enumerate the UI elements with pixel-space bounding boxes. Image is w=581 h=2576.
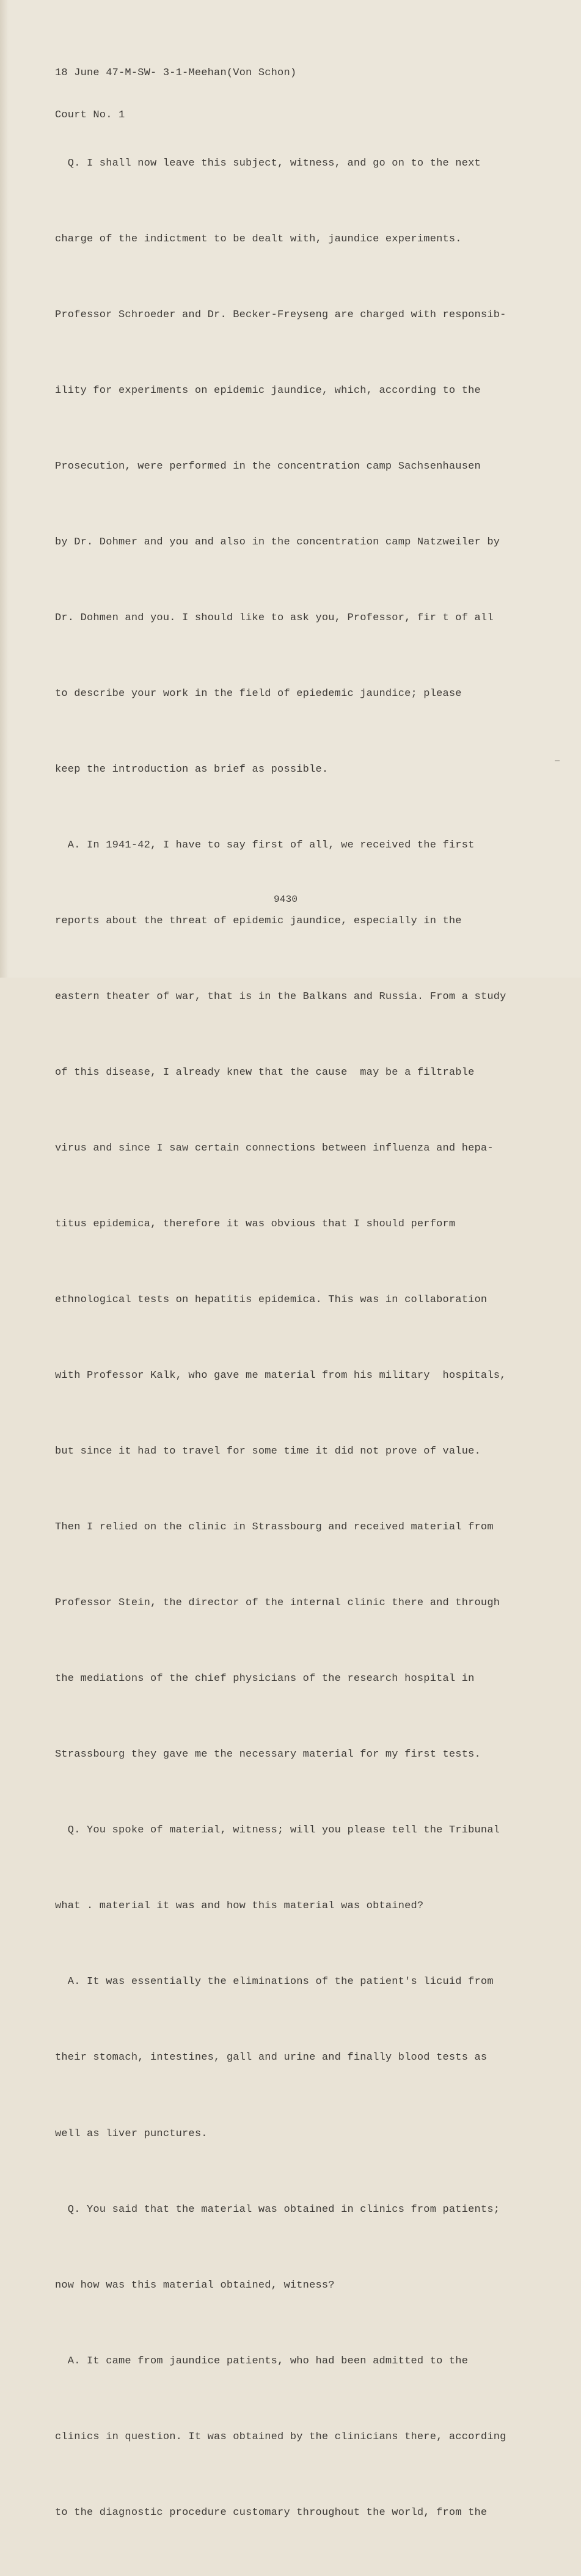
- transcript-line: with Professor Kalk, who gave me material from his military hospitals,: [55, 1370, 506, 1382]
- header-session-line: 18 June 47-M-SW- 3-1-Meehan(Von Schon): [55, 67, 297, 79]
- transcript-line: by Dr. Dohmer and you and also in the concentration camp Natzweiler by: [55, 536, 500, 548]
- header-court-line: Court No. 1: [55, 109, 125, 121]
- transcript-line: virus and since I saw certain connections between influenza and hepa-: [55, 1143, 494, 1155]
- page-number: 9430: [274, 894, 298, 905]
- transcript-line: but since it had to travel for some time it did not prove of value.: [55, 1446, 481, 1458]
- transcript-line: clinics in question. It was obtained by the clinicians there, according: [55, 2431, 506, 2443]
- transcript-line: Dr. Dohmen and you. I should like to ask you, Professor, fir t of all: [55, 612, 494, 624]
- transcript-line: Then I relied on the clinic in Strassbourg and received material from: [55, 1521, 494, 1534]
- transcript-line: A. It came from jaundice patients, who had been admitted to the: [55, 2355, 469, 2367]
- transcript-line: Q. You said that the material was obtained in clinics from patients;: [55, 2203, 500, 2216]
- transcript-line: reports about the threat of epidemic jaundice, especially in the: [55, 915, 462, 927]
- transcript-line: of this disease, I already knew that the cause may be a filtrable: [55, 1067, 475, 1079]
- paper-mark: [555, 760, 560, 761]
- transcript-line: titus epidemica, therefore it was obvious that I should perform: [55, 1218, 456, 1231]
- transcript-line: Strassbourg they gave me the necessary material for my first tests.: [55, 1749, 481, 1761]
- transcript-line: Professor Stein, the director of the internal clinic there and through: [55, 1597, 500, 1609]
- transcript-line: what . material it was and how this material was obtained?: [55, 1900, 424, 1912]
- transcript-line: eastern theater of war, that is in the Balkans and Russia. From a study: [55, 991, 506, 1003]
- transcript-line: now how was this material obtained, witness?: [55, 2279, 335, 2291]
- page-binding-edge: [0, 0, 9, 978]
- transcript-line: A. It was essentially the eliminations of the patient's licuid from: [55, 1976, 494, 1988]
- transcript-line: Prosecution, were performed in the concentration camp Sachsenhausen: [55, 460, 481, 472]
- transcript-line: well as liver punctures.: [55, 2128, 208, 2140]
- transcript-line: A. In 1941-42, I have to say first of all, we received the first: [55, 839, 475, 851]
- transcript-line: Q. I shall now leave this subject, witness, and go on to the next: [55, 157, 481, 169]
- transcript-line: Q. You spoke of material, witness; will you please tell the Tribunal: [55, 1824, 500, 1837]
- transcript-line: the mediations of the chief physicians of the research hospital in: [55, 1673, 475, 1685]
- transcript-line: charge of the indictment to be dealt with, jaundice experiments.: [55, 233, 462, 245]
- transcript-body: [55, 100, 506, 2576]
- transcript-line: ethnological tests on hepatitis epidemica. This was in collaboration: [55, 1294, 488, 1306]
- transcript-line: to describe your work in the field of epiedemic jaundice; please: [55, 687, 462, 700]
- transcript-line: keep the introduction as brief as possible.: [55, 763, 329, 775]
- transcript-line: their stomach, intestines, gall and urine and finally blood tests as: [55, 2052, 488, 2064]
- transcript-line: Professor Schroeder and Dr. Becker-Freyseng are charged with responsib-: [55, 309, 506, 321]
- transcript-line: ility for experiments on epidemic jaundice, which, according to the: [55, 384, 481, 397]
- transcript-line: to the diagnostic procedure customary throughout the world, from the: [55, 2506, 488, 2519]
